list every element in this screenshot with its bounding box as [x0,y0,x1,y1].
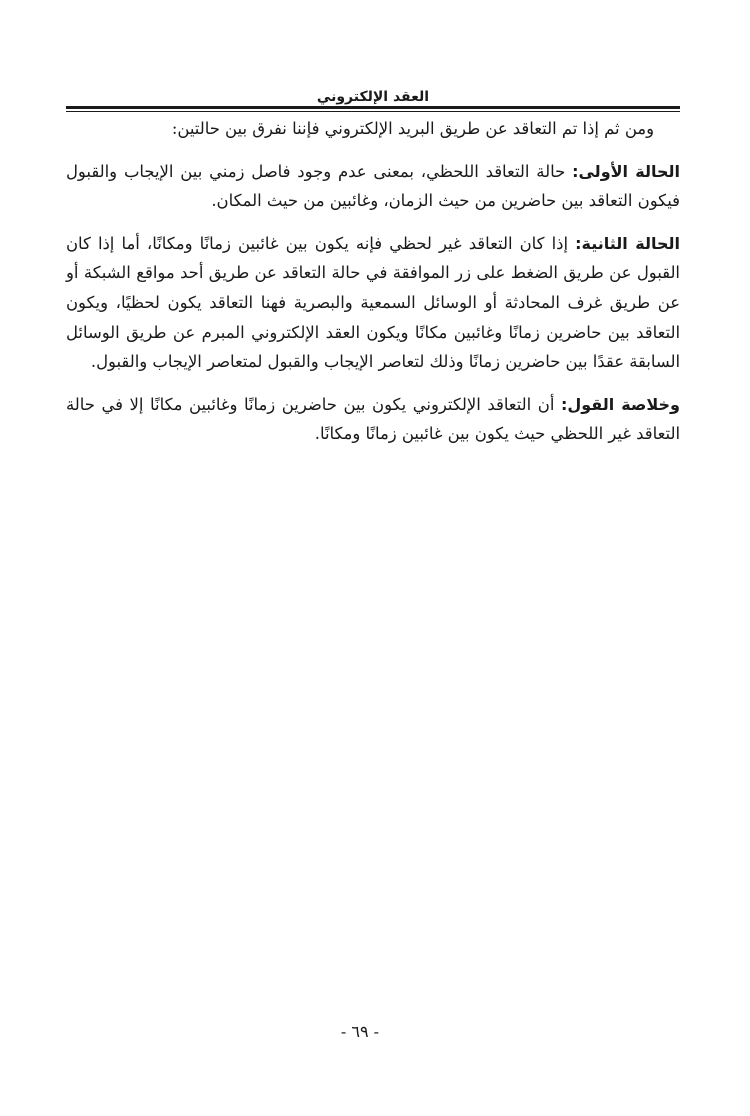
header-rule-thin [66,111,680,112]
header-rule-thick [66,106,680,109]
intro-text: ومن ثم إذا تم التعاقد عن طريق البريد الإلكتروني فإننا نفرق بين حالتين: [171,119,654,138]
intro-paragraph [66,114,680,144]
page-number: - ٦٩ - [340,1022,380,1041]
first-case-heading: الحالة الأولى: [572,161,680,181]
second-case-text: إذا كان التعاقد غير لحظي فإنه يكون بين غائبين زمانًا ومكانًا، أما إذا كان القبول عن طريق الضغط على زر الموافقة في حالة التعاقد عن طريق أحد مواقع الشبكة أو عن طريق غرف المحادثة أو الوسائل السمعية والبصرية فهنا التعاقد يكون لحظيًا، ويكون التعاقد بين حاضرين زمانًا وغائبين مكانًا ويكون العقد الإلكتروني المبرم عن طريق الوسائل السابقة عقدًا بين حاضرين زمانًا وذلك لتعاصر الإيجاب والقبول لمتعاصر الإيجاب والقبول. [66,233,680,372]
running-header [66,86,680,104]
second-case-paragraph [66,229,680,377]
first-case-paragraph [66,157,680,216]
second-case-heading: الحالة الثانية: [575,233,680,253]
header-title: العقد الإلكتروني [316,89,430,105]
conclusion-heading: وخلاصة القول: [560,394,680,414]
first-case-text: حالة التعاقد اللحظي، بمعنى عدم وجود فاصل زمني بين الإيجاب والقبول فيكون التعاقد بين حاضرين من حيث الزمان، وغائبين من حيث المكان. [66,161,680,211]
conclusion-text: أن التعاقد الإلكتروني يكون بين حاضرين زمانًا وغائبين مكانًا إلا في حالة التعاقد غير اللحظي حيث يكون بين غائبين زمانًا ومكانًا. [66,394,680,444]
body-text [66,114,680,462]
conclusion-paragraph [66,390,680,449]
